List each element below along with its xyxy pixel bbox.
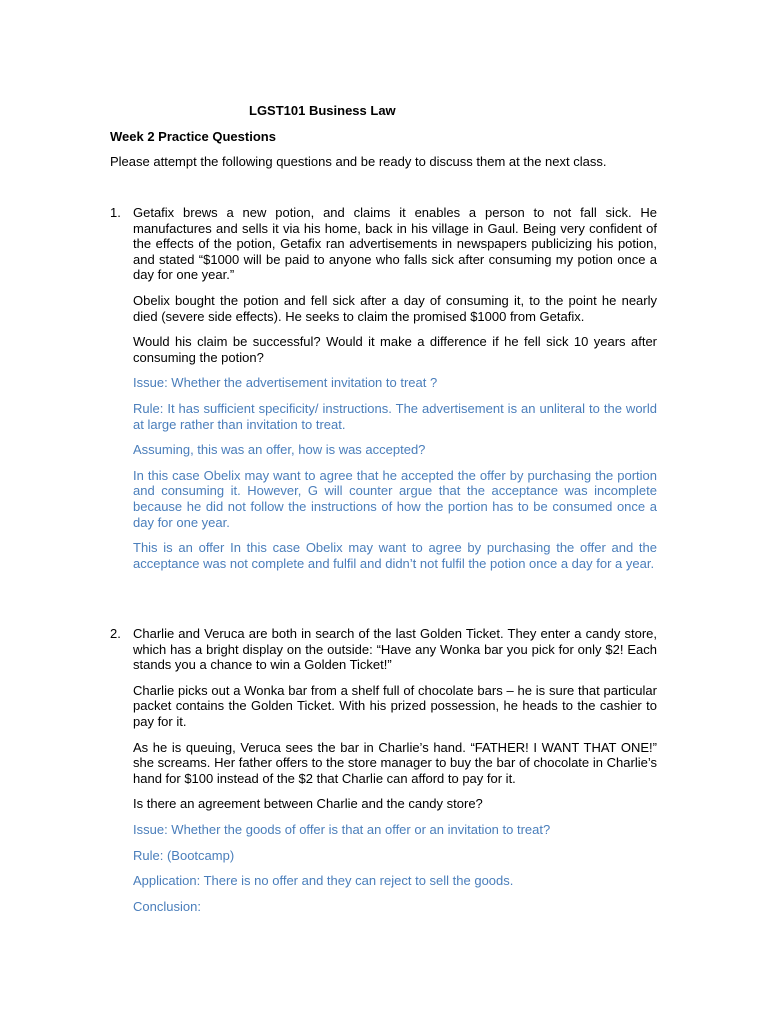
question-1-paragraph: Would his claim be successful? Would it make a difference if he fell sick 10 years after consuming the potion? — [133, 334, 657, 365]
answer-rule: Rule: It has sufficient specificity/ instructions. The advertisement is an unliteral to the world at large rather than invitation to treat. — [133, 400, 657, 432]
question-2-number: 2. — [110, 626, 121, 641]
question-1-paragraph: Obelix bought the potion and fell sick after a day of consuming it, to the point he nearly died (severe side effects). He seeks to claim the promised $1000 from Getafix. — [133, 292, 657, 324]
answer-rule: Rule: (Bootcamp) — [133, 847, 235, 863]
question-2-paragraph: Charlie picks out a Wonka bar from a shelf full of chocolate bars – he is sure that particular packet contains the Golden Ticket. With his prized possession, he heads to the cashier to pay for it. — [133, 682, 657, 729]
intro-text: Please attempt the following questions and be ready to discuss them at the next class. — [110, 154, 607, 169]
question-1 — [133, 205, 657, 581]
question-2 — [133, 626, 657, 924]
answer-application: Application: There is no offer and they can reject to sell the goods. — [133, 873, 514, 889]
answer-issue: Issue: Whether the advertisement invitation to treat ? — [133, 375, 438, 391]
answer-conclusion: Conclusion: — [133, 898, 201, 914]
answer-assumption: Assuming, this was an offer, how is was accepted? — [133, 442, 426, 458]
answer-issue: Issue: Whether the goods of offer is that an offer or an invitation to treat? — [133, 821, 551, 837]
document-title: LGST101 Business Law — [249, 103, 396, 118]
document-subtitle: Week 2 Practice Questions — [110, 129, 276, 144]
answer-application: In this case Obelix may want to agree that he accepted the offer by purchasing the portion and consuming it. However, G will counter argue that the acceptance was incomplete because he did not follow the instructions of how the portion has to be consumed once a day for one year. — [133, 467, 657, 530]
question-2-paragraph: Charlie and Veruca are both in search of the last Golden Ticket. They enter a candy store, which has a bright display on the outside: “Have any Wonka bar you pick for only $2! Each stands you a chance to win a Golden Ticket!” — [133, 626, 657, 673]
question-1-number: 1. — [110, 205, 121, 220]
question-1-paragraph: Getafix brews a new potion, and claims it enables a person to not fall sick. He manufactures and sells it via his home, back in his village in Gaul. Being very confident of the effects of the potion, Getafix ran advertisements in newspapers publicizing his potion, and stated “$1000 will be paid to anyone who falls sick after consuming my potion once a day for one year.” — [133, 205, 657, 283]
question-2-paragraph: Is there an agreement between Charlie and the candy store? — [133, 796, 483, 812]
answer-conclusion: This is an offer In this case Obelix may want to agree by purchasing the offer and the acceptance was not complete and fulfil and didn’t not fulfil the potion once a day for a year. — [133, 540, 657, 571]
question-2-paragraph: As he is queuing, Veruca sees the bar in Charlie’s hand. “FATHER! I WANT THAT ONE!” she screams. Her father offers to the store manager to buy the bar of chocolate in Charlie’s hand for $100 instead of the $2 that Charlie can afford to pay for it. — [133, 739, 657, 786]
